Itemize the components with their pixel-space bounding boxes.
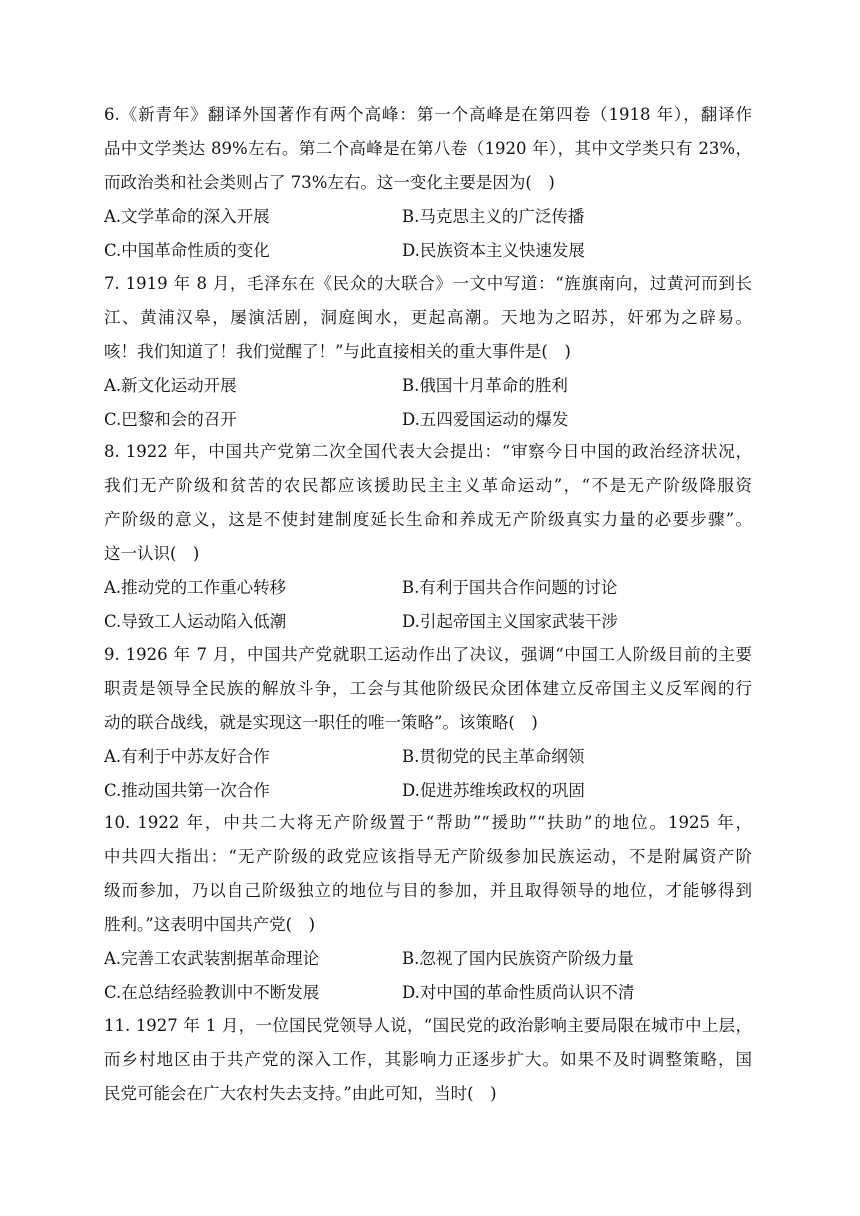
option-d[interactable]: D.引起帝国主义国家武装干涉 xyxy=(402,612,618,631)
question-text-line: 动的联合战线，就是实现这一职任的唯一策略”。该策略( ) xyxy=(104,713,538,732)
option-d[interactable]: D.五四爱国运动的爆发 xyxy=(402,410,569,429)
options-row xyxy=(104,976,752,1010)
question-text-line: 9. 1926 年 7 月，中国共产党就职工运动作出了决议，强调“中国工人阶级目前的主要 xyxy=(104,645,752,664)
option-b[interactable]: B.俄国十月革命的胜利 xyxy=(402,376,568,395)
options-row xyxy=(104,942,752,976)
question-text-line: 品中文学类达 89%左右。第二个高峰是在第八卷（1920 年），其中文学类只有 23%， xyxy=(104,139,752,158)
question-text-line: 江、黄浦汉皋，屡演活剧，洞庭闽水，更起高潮。天地为之昭苏，奸邪为之辟易。 xyxy=(104,308,752,327)
question-text-line: 民党可能会在广大农村失去支持。”由此可知，当时( ) xyxy=(104,1084,497,1103)
option-d[interactable]: D.民族资本主义快速发展 xyxy=(402,241,585,260)
question-text-line: 10. 1922 年，中共二大将无产阶级置于“帮助”“援助”“扶助”的地位。1925 年， xyxy=(104,813,752,832)
option-a[interactable]: A.有利于中苏友好合作 xyxy=(104,747,270,766)
question-text-line: 中共四大指出：“无产阶级的政党应该指导无产阶级参加民族运动，不是附属资产阶 xyxy=(104,847,752,866)
options-row xyxy=(104,774,752,808)
option-a[interactable]: A.新文化运动开展 xyxy=(104,376,237,395)
question-text-line: 8. 1922 年，中国共产党第二次全国代表大会提出：“审察今日中国的政治经济状况， xyxy=(104,442,752,461)
question-text-line: 职责是领导全民族的解放斗争，工会与其他阶级民众团体建立反帝国主义反军阀的行 xyxy=(104,679,752,698)
option-d[interactable]: D.促进苏维埃政权的巩固 xyxy=(402,781,585,800)
option-a[interactable]: A.文学革命的深入开展 xyxy=(104,207,270,226)
option-c[interactable]: C.推动国共第一次合作 xyxy=(104,781,270,800)
option-c[interactable]: C.在总结经验教训中不断发展 xyxy=(104,983,320,1002)
options-row xyxy=(104,369,752,403)
question-text-line: 而乡村地区由于共产党的深入工作，其影响力正逐步扩大。如果不及时调整策略，国 xyxy=(104,1050,752,1069)
option-b[interactable]: B.忽视了国内民族资产阶级力量 xyxy=(402,949,634,968)
question-text-line: 咳！我们知道了！我们觉醒了！”与此直接相关的重大事件是( ) xyxy=(104,342,571,361)
option-b[interactable]: B.有利于国共合作问题的讨论 xyxy=(402,578,618,597)
question-11 xyxy=(104,1009,752,1111)
question-text-line: 11. 1927 年 1 月，一位国民党领导人说，“国民党的政治影响主要局限在城市中上层， xyxy=(104,1016,752,1035)
option-c[interactable]: C.导致工人运动陷入低潮 xyxy=(104,612,287,631)
options-row xyxy=(104,403,752,437)
option-a[interactable]: A.完善工农武装割据革命理论 xyxy=(104,949,320,968)
option-b[interactable]: B.马克思主义的广泛传播 xyxy=(402,207,585,226)
option-d[interactable]: D.对中国的革命性质尚认识不清 xyxy=(402,983,635,1002)
question-text-line: 6.《新青年》翻译外国著作有两个高峰：第一个高峰是在第四卷（1918 年），翻译作 xyxy=(104,105,752,124)
options-row xyxy=(104,571,752,605)
question-10 xyxy=(104,806,752,1010)
options-row xyxy=(104,234,752,268)
question-text-line: 级而参加，乃以自己阶级独立的地位与目的参加，并且取得领导的地位，才能够得到 xyxy=(104,881,752,900)
options-row xyxy=(104,605,752,639)
question-8 xyxy=(104,435,752,639)
question-9 xyxy=(104,638,752,808)
option-c[interactable]: C.中国革命性质的变化 xyxy=(104,241,270,260)
question-text-line: 7. 1919 年 8 月，毛泽东在《民众的大联合》一文中写道：“旌旗南向，过黄河而到长 xyxy=(104,274,752,293)
question-6 xyxy=(104,98,752,268)
options-row xyxy=(104,200,752,234)
question-7 xyxy=(104,267,752,437)
question-text-line: 胜利。”这表明中国共产党( ) xyxy=(104,915,316,934)
options-row xyxy=(104,740,752,774)
option-c[interactable]: C.巴黎和会的召开 xyxy=(104,410,237,429)
option-a[interactable]: A.推动党的工作重心转移 xyxy=(104,578,287,597)
option-b[interactable]: B.贯彻党的民主革命纲领 xyxy=(402,747,585,766)
question-text-line: 而政治类和社会类则占了 73%左右。这一变化主要是因为( ) xyxy=(104,173,555,192)
question-text-line: 产阶级的意义，这是不使封建制度延长生命和养成无产阶级真实力量的必要步骤”。 xyxy=(104,510,752,529)
question-text-line: 我们无产阶级和贫苦的农民都应该援助民主主义革命运动”，“不是无产阶级降服资 xyxy=(104,476,752,495)
question-text-line: 这一认识( ) xyxy=(104,544,200,563)
